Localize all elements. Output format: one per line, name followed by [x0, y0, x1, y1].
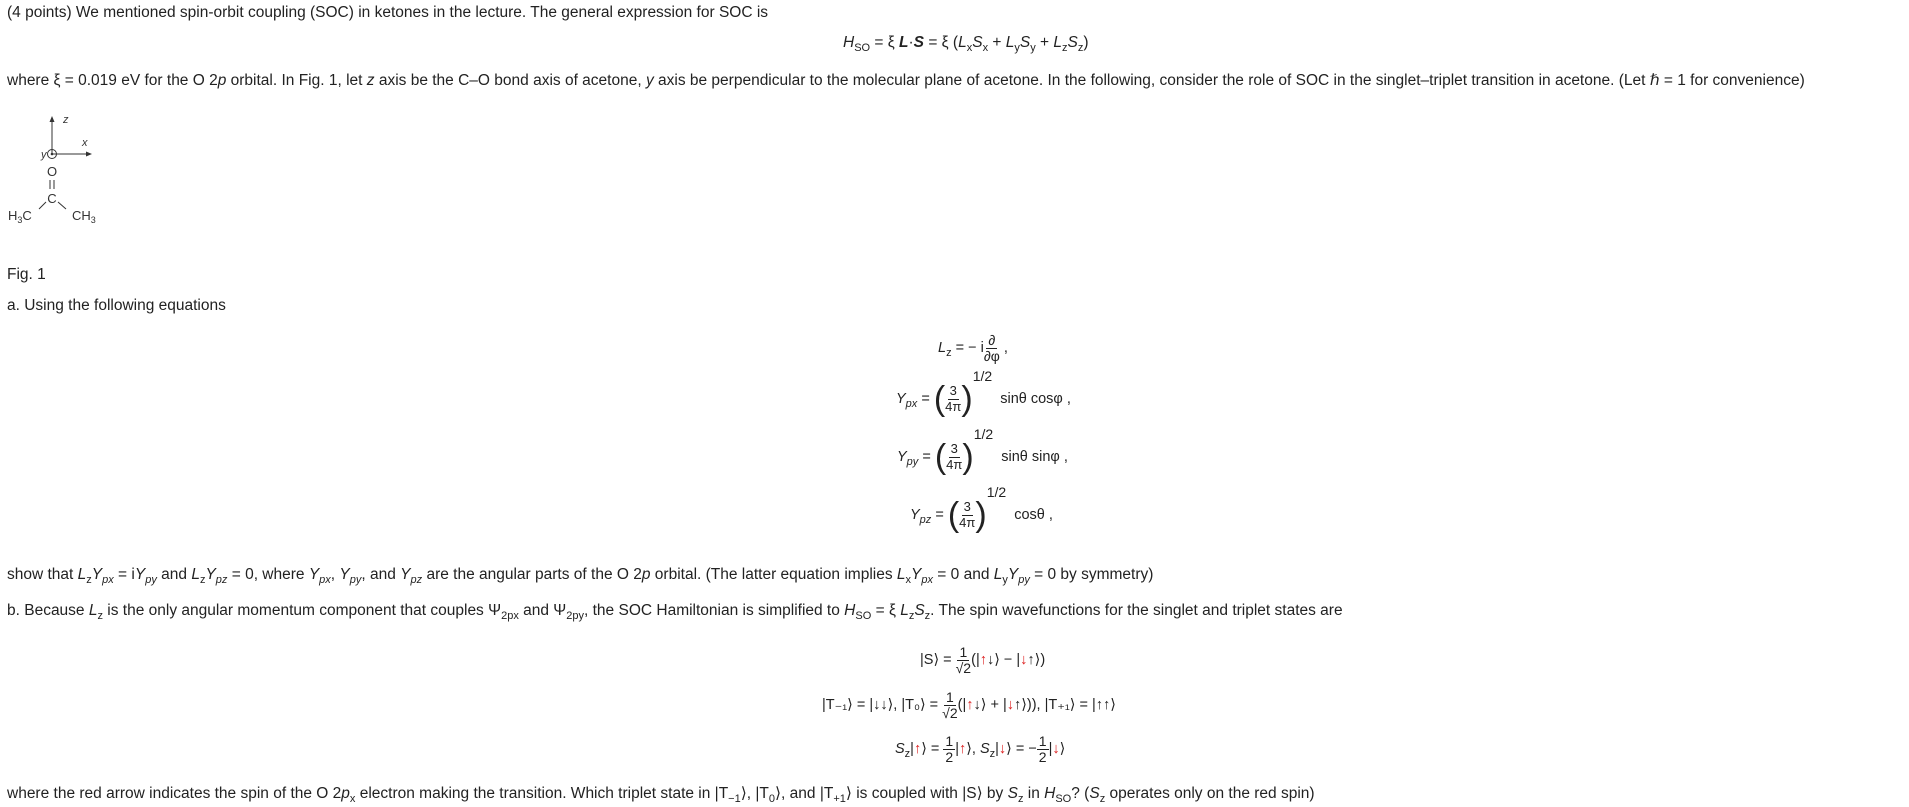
where-c: axis be the C–O bond axis of acetone, [374, 72, 646, 89]
show-Y7-sub: px [921, 574, 933, 586]
b-L: L [88, 602, 98, 619]
where-y: y [645, 72, 654, 89]
atom-O: O [46, 164, 58, 179]
Ypx-equation: $Y_{px}$ = ( $\frac{3}{4\pi}$ )1/2 sinθ cosφ , [896, 367, 1071, 418]
show-Y5-sub: py [349, 574, 362, 586]
Ypy-den: 4π [946, 456, 963, 472]
sz2-sub: z [989, 748, 996, 761]
Ypy-eq: = [918, 448, 935, 465]
show-Y2-sub: py [145, 574, 157, 586]
triplet-Tp: ), |T₊₁⟩ = |↑ [1031, 697, 1103, 714]
singlet-red-up: ↑ [979, 652, 987, 669]
eq-part: = ξ [870, 34, 900, 51]
b-L2: L [900, 602, 909, 619]
closing-e: ⟩ is coupled with |S⟩ by [845, 785, 1008, 802]
show-L1-sub: z [86, 574, 92, 586]
triplet-down: ↓ [973, 697, 981, 714]
closing-f: in [1023, 785, 1045, 802]
show-comma: , [330, 566, 340, 583]
closing-p: p [341, 785, 350, 802]
show-L2: L [191, 566, 200, 583]
Ypz-equation: $Y_{pz}$ = ( $\frac{3}{4\pi}$ )1/2 cosθ , [910, 483, 1053, 534]
intro-text: We mentioned spin-orbit coupling (SOC) in ketones in the lecture. The general expression for SOC is [71, 4, 769, 21]
axis-y-label: y [41, 149, 47, 161]
sz2-red-down2: ↓ [1052, 741, 1060, 758]
triplet-sqrt2: √2 [942, 704, 958, 721]
Lz-num: ∂ [988, 332, 996, 348]
triplet-Tp-close: ⟩ [1110, 697, 1116, 714]
show-p: p [641, 566, 651, 583]
plus2: + [1035, 34, 1054, 51]
triplet-Tm-down: ↓ [880, 697, 888, 714]
eq-part2: = ξ ( [924, 34, 959, 51]
b-d: , the SOC Hamiltonian is simplified to [584, 602, 845, 619]
show-f: orbital. (The latter equation implies [650, 566, 897, 583]
triplet-Tm: |T₋₁⟩ = |↓ [822, 697, 881, 714]
hbar: ℏ [1649, 72, 1660, 89]
close-paren: ) [1083, 34, 1089, 51]
show-Y5: Y [339, 566, 350, 583]
singlet-open: (| [971, 652, 980, 669]
where-d: axis be perpendicular to the molecular plane of acetone. In the following, consider the role of SOC in the singlet–triplet transition in acetone. (Let [653, 72, 1650, 89]
b-H: H [844, 602, 856, 619]
SO-sub: SO [854, 42, 871, 54]
sz1-bar: | [910, 741, 914, 758]
sz1-two: 2 [945, 748, 954, 765]
z-axis-arrow [50, 116, 55, 122]
Ypy-num: 3 [950, 441, 958, 457]
show-e: are the angular parts of the O 2 [422, 566, 642, 583]
sz2-S: S [979, 741, 990, 758]
closing-line [7, 785, 1315, 806]
right-methyl: $CH_3$ [72, 208, 96, 225]
closing-S: S [1007, 785, 1018, 802]
Lz: L [1053, 34, 1062, 51]
atom-C: C [47, 191, 57, 206]
singlet-equation [920, 645, 1045, 675]
sz2-red-down: ↓ [998, 741, 1007, 758]
Ly: L [1005, 34, 1015, 51]
singlet-down: ↓ [986, 652, 995, 669]
b-c: and Ψ [518, 602, 567, 619]
show-h: = 0 by symmetry) [1029, 566, 1154, 583]
axis-x-label: x [82, 137, 88, 149]
part-a-label: a. Using the following equations [7, 297, 226, 314]
Ypx-den: 4π [945, 398, 962, 414]
Ypx-num: 3 [949, 383, 957, 399]
show-Y2: Y [134, 566, 146, 583]
closing-h: operates only on the red spin) [1105, 785, 1315, 802]
b-H-sub: SO [855, 610, 872, 622]
Ypz-Y: Y [910, 506, 920, 523]
show-Lx: L [896, 566, 906, 583]
Ypx-sub: px [905, 397, 918, 410]
closing-a: where the red arrow indicates the spin of the O 2 [7, 785, 342, 802]
plus: + [988, 34, 1006, 51]
Ypx-frac [945, 384, 961, 414]
sz1-frac [943, 734, 955, 764]
sz2-frac [1037, 734, 1049, 764]
Ypy-sub: py [906, 455, 919, 468]
sz1-sub: z [904, 748, 911, 761]
sz1-eq: ⟩ = [921, 741, 944, 758]
b-S-sub: z [924, 610, 931, 622]
show-Y6: Y [400, 566, 411, 583]
sz-equation [895, 734, 1065, 764]
triplet-Tp-up: ↑ [1102, 697, 1111, 714]
triplet-red-up: ↑ [966, 697, 974, 714]
axis-z-label: z [63, 114, 69, 126]
show-Ly-sub: y [1002, 574, 1008, 586]
Ypx-Y: Y [896, 390, 906, 407]
y-sub: y [1014, 42, 1020, 54]
Ypz-num: 3 [963, 499, 971, 515]
Ypz-den: 4π [959, 514, 976, 530]
show-and: , and [361, 566, 401, 583]
where-b: orbital. In Fig. 1, let [226, 72, 367, 89]
where-line [7, 72, 1805, 91]
singlet-sqrt2: √2 [955, 659, 972, 676]
Lz-equation [938, 333, 1008, 363]
Lz-fraction [984, 333, 1000, 363]
sz1-red-up: ↑ [913, 741, 922, 758]
y-axis-dot [51, 153, 54, 156]
z-sub2: z [1077, 42, 1084, 54]
closing-H-sub: SO [1055, 793, 1072, 805]
where-z: z [366, 72, 375, 89]
triplet-one: 1 [946, 689, 954, 705]
Lz-end: , [999, 340, 1008, 357]
closing-d: ⟩, and |T [775, 785, 834, 802]
closing-H: H [1044, 785, 1056, 802]
triplet-frac [942, 690, 957, 720]
show-Y8: Y [1007, 566, 1019, 583]
sz1-ket: | [955, 741, 959, 758]
triplet-equation [822, 690, 1116, 720]
show-Y4: Y [308, 566, 320, 583]
show-Lx-sub: x [905, 574, 912, 586]
singlet-minus: ⟩ − | [994, 652, 1021, 669]
show-Y1-sub: px [102, 574, 114, 586]
show-Y7: Y [911, 566, 922, 583]
sz2-two: 2 [1038, 748, 1047, 765]
b-psi1: 2px [501, 610, 519, 622]
H-symbol: H [843, 34, 855, 51]
where-p: p [217, 72, 227, 89]
points-label: (4 points) [7, 4, 72, 21]
show-Ly: L [993, 566, 1003, 583]
Ypz-eq: = [931, 506, 948, 523]
singlet-close: ⟩) [1034, 652, 1046, 669]
Sz: S [1067, 34, 1078, 51]
left-methyl: $H_3C$ [8, 208, 32, 225]
singlet-up: ↑ [1027, 652, 1035, 669]
Ypx-eq: = [917, 390, 934, 407]
singlet-one: 1 [959, 644, 968, 660]
b-L-sub: z [97, 610, 103, 622]
closing-b: electron making the transition. Which triplet state in |T [355, 785, 729, 802]
show-Y3: Y [205, 566, 216, 583]
closing-x: x [349, 793, 356, 805]
show-a: show that [7, 566, 78, 583]
sz1-one: 1 [945, 733, 954, 749]
x-sub: x [966, 42, 973, 54]
Ypy-equation: $Y_{py}$ = ( $\frac{3}{4\pi}$ )1/2 sinθ sinφ , [897, 425, 1068, 476]
show-Y8-sub: py [1018, 574, 1030, 586]
Lz-den: ∂φ [983, 347, 1000, 364]
Ypy-tail: sinθ sinφ , [1001, 448, 1068, 465]
show-Y1: Y [91, 566, 103, 583]
sz2-end: ⟩ [1059, 741, 1066, 758]
show-b: = i [113, 566, 135, 583]
triplet-open: (| [957, 697, 967, 714]
show-that-line [7, 566, 1153, 587]
bond-left [39, 202, 46, 209]
show-c: and [156, 566, 192, 583]
Lz-sub: z [946, 347, 952, 360]
closing-g: ? ( [1071, 785, 1090, 802]
singlet-lhs: |S⟩ = [920, 652, 956, 669]
L-bold: L [899, 34, 909, 51]
Ypz-sub: pz [919, 513, 932, 526]
closing-S2: S [1089, 785, 1100, 802]
dot: · [908, 34, 914, 51]
closing-S-sub: z [1017, 793, 1024, 805]
x-sub2: x [982, 42, 989, 54]
closing-zero: 0 [768, 793, 775, 805]
singlet-red-down: ↓ [1020, 652, 1028, 669]
sz2-bar: | [995, 741, 999, 758]
intro-line [7, 4, 768, 23]
show-g: = 0 and [932, 566, 994, 583]
sz2-eq: ⟩ = − [1006, 741, 1037, 758]
show-L1: L [77, 566, 87, 583]
b-e: = ξ [871, 602, 901, 619]
z-sub: z [1062, 42, 1068, 54]
b-a: b. Because [7, 602, 89, 619]
bond-right [58, 202, 66, 209]
sz2-one: 1 [1038, 733, 1047, 749]
b-b: is the only angular momentum component that couples Ψ [102, 602, 502, 619]
sz1-S: S [895, 741, 905, 758]
closing-p1: +1 [833, 793, 846, 805]
figure-caption: Fig. 1 [7, 266, 46, 283]
closing-m1: −1 [728, 793, 741, 805]
Lx: L [958, 34, 967, 51]
sz1-red-up2: ↑ [958, 741, 967, 758]
show-Y4-sub: px [319, 574, 331, 586]
Sx: S [972, 34, 983, 51]
b-f: . The spin wavefunctions for the singlet and triplet states are [930, 602, 1343, 619]
S-bold: S [913, 34, 925, 51]
acetone-figure [0, 110, 120, 230]
triplet-red-down: ↓ [1006, 697, 1014, 714]
singlet-frac [956, 645, 971, 675]
x-axis-arrow [86, 152, 92, 157]
y-sub2: y [1030, 42, 1036, 54]
Ypx-tail: sinθ cosφ , [1000, 390, 1071, 407]
closing-c: ⟩, |T [740, 785, 769, 802]
triplet-Tm-close: ⟩, |T₀⟩ = [887, 697, 943, 714]
triplet-plus: ⟩ + | [980, 697, 1007, 714]
show-Y6-sub: pz [410, 574, 423, 586]
Lz-L: L [938, 340, 947, 357]
Ypx-exp: 1/2 [972, 367, 993, 384]
sz2-ket: | [1048, 741, 1053, 758]
Ypz-exp: 1/2 [986, 483, 1007, 500]
sz1-end: ⟩, [966, 741, 980, 758]
triplet-up: ↑ [1013, 697, 1022, 714]
soc-expression [843, 34, 1089, 54]
b-L2-sub: z [908, 610, 915, 622]
Ypz-tail: cosθ , [1014, 506, 1053, 523]
triplet-close-a: ⟩) [1021, 697, 1032, 714]
show-d: = 0, where [227, 566, 309, 583]
show-Y3-sub: pz [215, 574, 228, 586]
part-b-line [7, 602, 1343, 623]
closing-S2-sub: z [1099, 793, 1106, 805]
Ypy-exp: 1/2 [973, 425, 994, 442]
b-psi2: 2py [566, 610, 585, 622]
Ypy-Y: Y [897, 448, 907, 465]
where-e: = 1 for convenience) [1659, 72, 1805, 89]
b-S: S [914, 602, 925, 619]
Sy: S [1019, 34, 1031, 51]
Ypz-frac [959, 500, 975, 530]
Lz-eq: = − i [951, 340, 984, 357]
show-L2-sub: z [199, 574, 206, 586]
Ypy-frac [946, 442, 962, 472]
where-a: where ξ = 0.019 eV for the O 2 [7, 72, 218, 89]
